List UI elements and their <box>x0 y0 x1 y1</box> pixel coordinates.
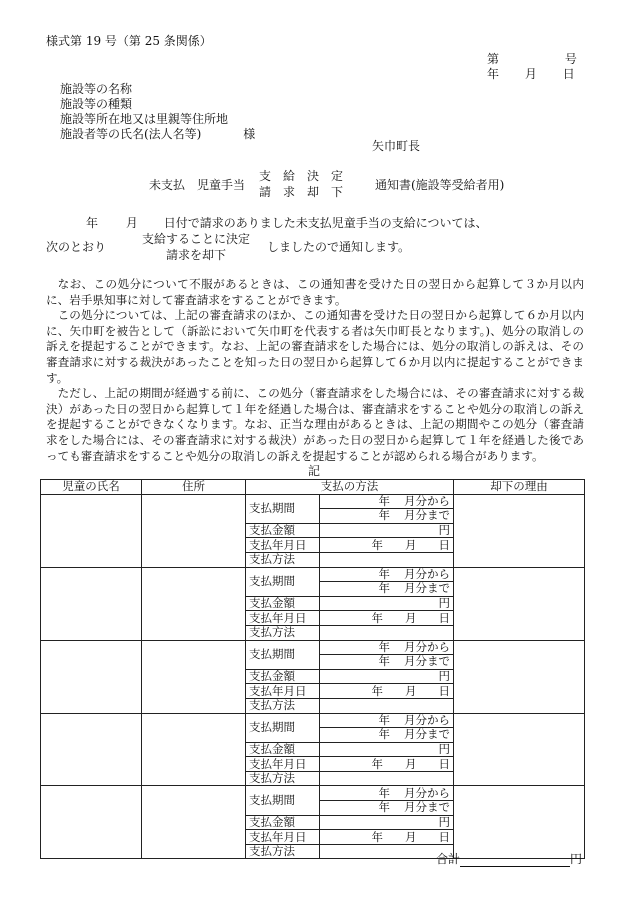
amount-value: 円 <box>320 742 454 757</box>
address-cell <box>142 567 246 640</box>
amount-label: 支払金額 <box>246 815 320 830</box>
addressee-person-name: 施設者等の氏名(法人名等) 様 <box>60 127 256 141</box>
table-row <box>41 786 585 801</box>
doc-number-dai: 第 <box>487 52 500 66</box>
method-value <box>320 625 454 640</box>
addressee-block <box>60 82 255 142</box>
payment-table <box>40 479 585 859</box>
notice-1: なお、この処分について不服があるときは、この通知書を受けた日の翌日から起算して３か月以内に、岩手県知事に対して審査請求をすることができます。 <box>46 277 584 307</box>
date-label: 支払年月日 <box>246 611 320 626</box>
address-cell <box>142 786 246 859</box>
period-label: 支払期間 <box>246 786 320 815</box>
period-label: 支払期間 <box>246 713 320 742</box>
notice-3: ただし、上記の期間が経過する前に、この処分（審査請求をした場合には、その審査請求に対する裁決）があった日の翌日から起算して１年を経過した場合は、審査請求をすることや処分の取消しの訴えを提起することができなくなります。なお、正当な理由があるときは、上記の期間やこの処分（審査請求をした場合には、その審査請求に対する裁決）があった日の翌日から起算して１年を経過した後であっても審査請求をすることや処分の取消しの訴えを提起することが認められる場合があります。 <box>46 386 584 463</box>
amount-value: 円 <box>320 523 454 538</box>
rejection-reason-cell <box>454 494 585 567</box>
period-label: 支払期間 <box>246 494 320 523</box>
header-address: 住所 <box>142 480 246 495</box>
body-line-1: 年 月 日付で請求のありました未支払児童手当の支給については、 <box>86 216 488 230</box>
doc-number-go: 号 <box>564 52 577 66</box>
period-from: 年 月分から <box>320 640 454 655</box>
child-name-cell <box>41 567 142 640</box>
amount-label: 支払金額 <box>246 596 320 611</box>
child-name-cell <box>41 640 142 713</box>
amount-value: 円 <box>320 815 454 830</box>
title-prefix: 未支払 児童手当 <box>149 178 246 192</box>
table-row <box>41 640 585 655</box>
header-child-name: 児童の氏名 <box>41 480 142 495</box>
amount-label: 支払金額 <box>246 669 320 684</box>
title-suffix: 通知書(施設等受給者用) <box>375 178 505 192</box>
address-cell <box>142 494 246 567</box>
child-name-cell <box>41 786 142 859</box>
period-to: 年 月分まで <box>320 655 454 670</box>
date-label: 支払年月日 <box>246 684 320 699</box>
address-cell <box>142 713 246 786</box>
honorific: 様 <box>243 127 256 141</box>
amount-label: 支払金額 <box>246 742 320 757</box>
date-value: 年 月 日 <box>320 611 454 626</box>
body-tail: しましたので通知します。 <box>267 240 411 254</box>
title-option-top: 支 給 決 定 <box>259 169 344 183</box>
table-row <box>41 494 585 509</box>
addressee-facility-type: 施設等の種類 <box>60 97 133 111</box>
notice-2: この処分については、上記の審査請求のほか、この通知書を受けた日の翌日から起算して６か月以内に、矢巾町を被告として（訴訟において矢巾町を代表する者は矢巾町長となります。)、処分の取消しの訴えを提起することができます。なお、上記の審査請求をした場合には、処分の取消しの訴えは、その審査請求に対する裁決があったことを知った日の翌日から起算して６か月以内に提起することができます。 <box>46 308 584 385</box>
doc-date <box>487 67 575 82</box>
method-label: 支払方法 <box>246 698 320 713</box>
amount-value: 円 <box>320 596 454 611</box>
period-from: 年 月分から <box>320 713 454 728</box>
period-to: 年 月分まで <box>320 582 454 597</box>
period-from: 年 月分から <box>320 786 454 801</box>
method-value <box>320 698 454 713</box>
amount-value: 円 <box>320 669 454 684</box>
method-label: 支払方法 <box>246 771 320 786</box>
date-value: 年 月 日 <box>320 684 454 699</box>
table-header-row <box>41 480 585 495</box>
rejection-reason-cell <box>454 713 585 786</box>
date-label: 支払年月日 <box>246 757 320 772</box>
doc-date-day: 日 <box>562 67 575 81</box>
period-to: 年 月分まで <box>320 801 454 816</box>
date-label: 支払年月日 <box>246 830 320 845</box>
date-value: 年 月 日 <box>320 757 454 772</box>
total-line <box>460 852 570 867</box>
body-lead: 次のとおり <box>46 240 107 254</box>
method-label: 支払方法 <box>246 552 320 567</box>
period-from: 年 月分から <box>320 567 454 582</box>
period-label: 支払期間 <box>246 567 320 596</box>
method-label: 支払方法 <box>246 625 320 640</box>
title-option-bottom: 請 求 却 下 <box>259 185 344 199</box>
total <box>436 852 582 867</box>
addressee-address: 施設等所在地又は里親等住所地 <box>60 112 229 126</box>
period-label: 支払期間 <box>246 640 320 669</box>
doc-date-month: 月 <box>524 67 537 81</box>
addressee-name-of-facility: 施設等の名称 <box>60 82 133 96</box>
amount-label: 支払金額 <box>246 523 320 538</box>
method-label: 支払方法 <box>246 844 320 859</box>
body-option-top: 支給することに決定 <box>142 232 251 246</box>
address-cell <box>142 640 246 713</box>
date-value: 年 月 日 <box>320 538 454 553</box>
doc-date-year: 年 <box>487 67 500 81</box>
body-option-bottom: 請求を却下 <box>166 248 227 262</box>
child-name-cell <box>41 713 142 786</box>
method-value <box>320 844 454 859</box>
period-from: 年 月分から <box>320 494 454 509</box>
header-payment-method: 支払の方法 <box>246 480 454 495</box>
table-row <box>41 713 585 728</box>
notices <box>46 277 584 464</box>
rejection-reason-cell <box>454 786 585 859</box>
table-row <box>41 567 585 582</box>
doc-number <box>487 52 577 67</box>
date-label: 支払年月日 <box>246 538 320 553</box>
issuer: 矢巾町長 <box>372 139 421 153</box>
method-value <box>320 771 454 786</box>
date-value: 年 月 日 <box>320 830 454 845</box>
method-value <box>320 552 454 567</box>
header-rejection-reason: 却下の理由 <box>454 480 585 495</box>
child-name-cell <box>41 494 142 567</box>
ki-label: 記 <box>308 464 321 478</box>
rejection-reason-cell <box>454 640 585 713</box>
total-label: 合計 <box>436 852 461 866</box>
period-to: 年 月分まで <box>320 509 454 524</box>
form-number: 様式第 19 号（第 25 条関係） <box>46 34 212 48</box>
rejection-reason-cell <box>454 567 585 640</box>
total-unit: 円 <box>570 852 583 866</box>
period-to: 年 月分まで <box>320 728 454 743</box>
